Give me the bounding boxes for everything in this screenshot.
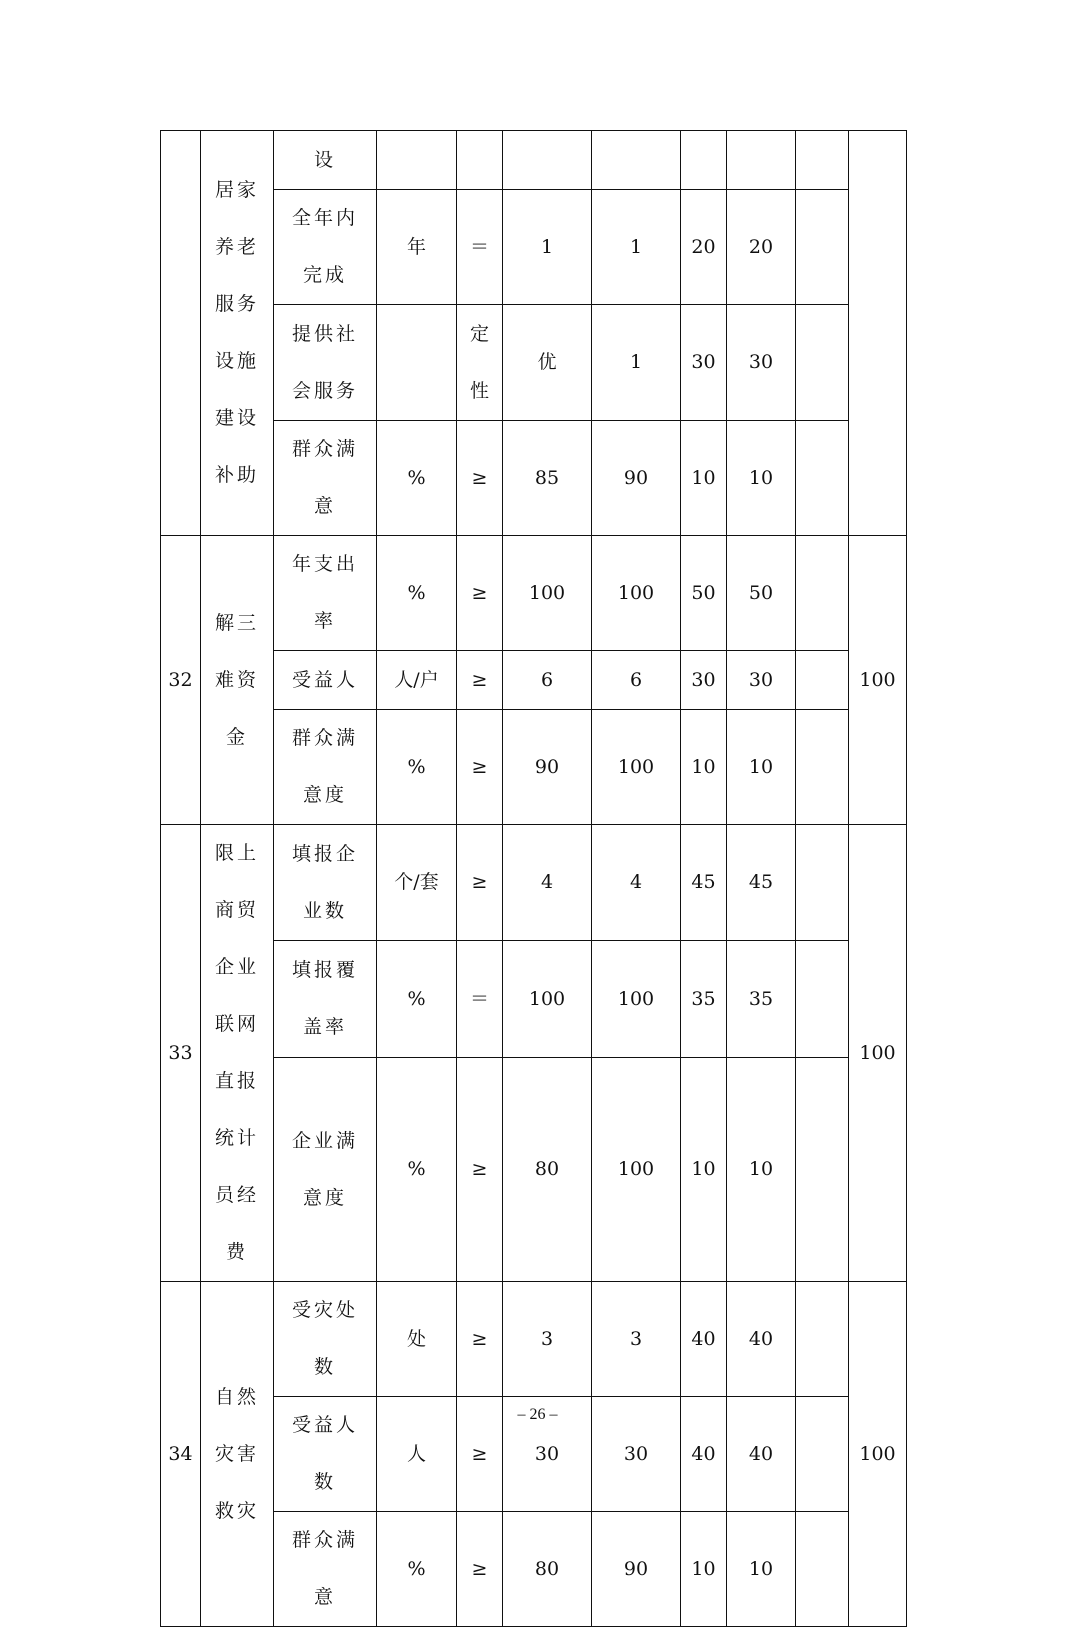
- score-cell: 40: [727, 1282, 796, 1397]
- actual-cell: [592, 131, 681, 190]
- note-cell: [796, 651, 849, 710]
- operator-cell: ≥: [457, 825, 503, 941]
- operator-cell: ≥: [457, 1058, 503, 1282]
- weight-cell: 10: [681, 710, 727, 825]
- unit-cell: 处: [377, 1282, 457, 1397]
- total-score-cell: 100: [849, 536, 907, 825]
- note-cell: [796, 1512, 849, 1627]
- target-cell: 30: [503, 1397, 592, 1512]
- indicator-cell: 企业满意度: [274, 1058, 377, 1282]
- weight-cell: 30: [681, 305, 727, 421]
- actual-cell: 6: [592, 651, 681, 710]
- indicator-cell: 填报企业数: [274, 825, 377, 941]
- actual-cell: 30: [592, 1397, 681, 1512]
- score-cell: [727, 131, 796, 190]
- score-cell: 30: [727, 651, 796, 710]
- weight-cell: 20: [681, 190, 727, 305]
- operator-cell: 定性: [457, 305, 503, 421]
- weight-cell: 35: [681, 941, 727, 1058]
- indicator-cell: 群众满意: [274, 1512, 377, 1627]
- indicator-cell: 受益人: [274, 651, 377, 710]
- weight-cell: 40: [681, 1397, 727, 1512]
- table-row: [161, 825, 907, 941]
- item-number: 33: [161, 825, 201, 1282]
- unit-cell: %: [377, 1058, 457, 1282]
- table-row: [161, 1282, 907, 1397]
- unit-cell: %: [377, 536, 457, 651]
- weight-cell: 10: [681, 1058, 727, 1282]
- note-cell: [796, 1282, 849, 1397]
- note-cell: [796, 131, 849, 190]
- actual-cell: 3: [592, 1282, 681, 1397]
- actual-cell: 90: [592, 1512, 681, 1627]
- target-cell: 3: [503, 1282, 592, 1397]
- unit-cell: 人: [377, 1397, 457, 1512]
- item-name: 自然灾害救灾: [201, 1282, 274, 1627]
- actual-cell: 100: [592, 941, 681, 1058]
- target-cell: 100: [503, 941, 592, 1058]
- operator-cell: ＝: [457, 190, 503, 305]
- actual-cell: 100: [592, 710, 681, 825]
- note-cell: [796, 536, 849, 651]
- operator-cell: ≥: [457, 1282, 503, 1397]
- weight-cell: 45: [681, 825, 727, 941]
- target-cell: 90: [503, 710, 592, 825]
- score-cell: 10: [727, 710, 796, 825]
- score-cell: 30: [727, 305, 796, 421]
- target-cell: 6: [503, 651, 592, 710]
- item-number: [161, 131, 201, 536]
- operator-cell: ≥: [457, 421, 503, 536]
- indicator-cell: 受益人数: [274, 1397, 377, 1512]
- target-cell: 80: [503, 1512, 592, 1627]
- operator-cell: ≥: [457, 1512, 503, 1627]
- unit-cell: %: [377, 941, 457, 1058]
- weight-cell: [681, 131, 727, 190]
- operator-cell: ≥: [457, 651, 503, 710]
- target-cell: 1: [503, 190, 592, 305]
- indicator-cell: 年支出率: [274, 536, 377, 651]
- unit-cell: %: [377, 421, 457, 536]
- item-number: 32: [161, 536, 201, 825]
- total-score-cell: [849, 131, 907, 536]
- indicator-cell: 受灾处数: [274, 1282, 377, 1397]
- item-name: 居家养老服务设施建设补助: [201, 131, 274, 536]
- performance-table: [160, 130, 907, 1627]
- operator-cell: ≥: [457, 710, 503, 825]
- weight-cell: 10: [681, 1512, 727, 1627]
- actual-cell: 1: [592, 190, 681, 305]
- note-cell: [796, 305, 849, 421]
- score-cell: 10: [727, 1512, 796, 1627]
- note-cell: [796, 190, 849, 305]
- unit-cell: %: [377, 710, 457, 825]
- indicator-cell: 全年内完成: [274, 190, 377, 305]
- weight-cell: 30: [681, 651, 727, 710]
- item-number: 34: [161, 1282, 201, 1627]
- score-cell: 35: [727, 941, 796, 1058]
- weight-cell: 40: [681, 1282, 727, 1397]
- indicator-cell: 填报覆盖率: [274, 941, 377, 1058]
- unit-cell: 人/户: [377, 651, 457, 710]
- score-cell: 20: [727, 190, 796, 305]
- unit-cell: 个/套: [377, 825, 457, 941]
- table-row: [161, 131, 907, 190]
- target-cell: 80: [503, 1058, 592, 1282]
- total-score-cell: 100: [849, 1282, 907, 1627]
- score-cell: 45: [727, 825, 796, 941]
- actual-cell: 100: [592, 1058, 681, 1282]
- actual-cell: 1: [592, 305, 681, 421]
- unit-cell: %: [377, 1512, 457, 1627]
- weight-cell: 50: [681, 536, 727, 651]
- page-number: – 26 –: [517, 1406, 558, 1423]
- note-cell: [796, 1058, 849, 1282]
- score-cell: 40: [727, 1397, 796, 1512]
- item-name: 限上商贸企业联网直报统计员经费: [201, 825, 274, 1282]
- note-cell: [796, 825, 849, 941]
- operator-cell: ＝: [457, 941, 503, 1058]
- table-row: [161, 536, 907, 651]
- unit-cell: 年: [377, 190, 457, 305]
- indicator-cell: 设: [274, 131, 377, 190]
- note-cell: [796, 710, 849, 825]
- actual-cell: 90: [592, 421, 681, 536]
- total-score-cell: 100: [849, 825, 907, 1282]
- indicator-cell: 群众满意: [274, 421, 377, 536]
- target-cell: 100: [503, 536, 592, 651]
- target-cell: 优: [503, 305, 592, 421]
- score-cell: 50: [727, 536, 796, 651]
- actual-cell: 100: [592, 536, 681, 651]
- unit-cell: [377, 305, 457, 421]
- operator-cell: ≥: [457, 536, 503, 651]
- indicator-cell: 群众满意度: [274, 710, 377, 825]
- score-cell: 10: [727, 1058, 796, 1282]
- item-name: 解三难资金: [201, 536, 274, 825]
- unit-cell: [377, 131, 457, 190]
- operator-cell: [457, 131, 503, 190]
- note-cell: [796, 941, 849, 1058]
- actual-cell: 4: [592, 825, 681, 941]
- target-cell: 4: [503, 825, 592, 941]
- target-cell: 85: [503, 421, 592, 536]
- score-cell: 10: [727, 421, 796, 536]
- weight-cell: 10: [681, 421, 727, 536]
- indicator-cell: 提供社会服务: [274, 305, 377, 421]
- operator-cell: ≥: [457, 1397, 503, 1512]
- note-cell: [796, 421, 849, 536]
- target-cell: [503, 131, 592, 190]
